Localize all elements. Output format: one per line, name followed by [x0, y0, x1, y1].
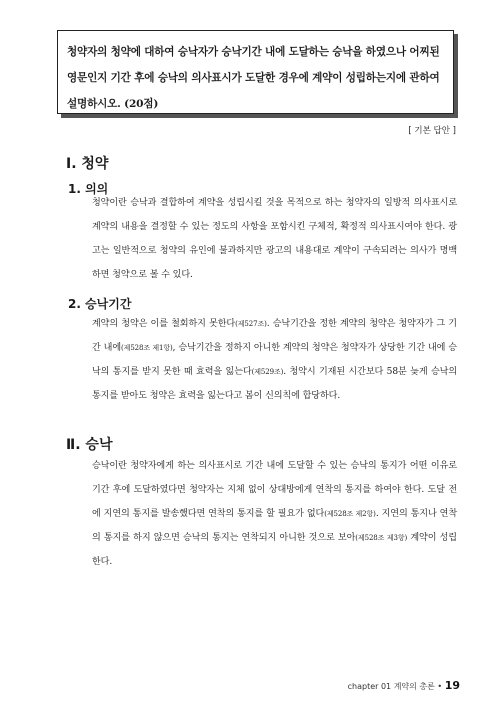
citation: (제528조 제2항): [324, 510, 376, 518]
subsection-1-1-heading: 1. 의의: [68, 182, 109, 196]
page-footer: [348, 679, 460, 692]
question-box: [57, 30, 454, 114]
section-1-heading: Ⅰ. 청약: [66, 156, 109, 172]
text-segment: 승낙이란 청약자에게 하는 의사표시로 기간 내에 도달할 수 있는 승낙의 통지가 어떤 이유로 기간 후에 도달하였다면 청약자는 지체 없이 상대방에게 연착의 통지를 하여야 한다. 도달 전에 지연의 통지를 발송했다면 연착의 통지를 할 필요가 없다: [92, 461, 457, 519]
subsection-1-1-paragraph: 청약이란 승낙과 결합하여 계약을 성립시킬 것을 목적으로 하는 청약자의 일방적 의사표시로 계약의 내용을 결정할 수 있는 정도의 사항을 포함시킨 구체적, 확정적 의사표시여야 한다. 광고는 일반적으로 청약의 유인에 불과하지만 광고의 내용대로 계약이 구속되려는 의사가 명백하면 청약으로 볼 수 있다.: [92, 198, 457, 280]
text-segment: . 지연의 통지나 연착의 통지를 하지 않으면 승낙의 통지는 연착되지 아니한 것으로 보아: [92, 509, 458, 543]
answer-tag: [ 기본 답안 ]: [408, 126, 456, 136]
citation: (제528조 제1항): [121, 344, 173, 352]
question-text: 청약자의 청약에 대하여 승낙자가 승낙기간 내에 도달하는 승낙을 하였으나 어찌된 영문인지 기간 후에 승낙의 의사표시가 도달한 경우에 계약이 성립하는지에 관하여 설명하시오. (20점): [67, 46, 440, 110]
text-segment: . 승낙기간을 정한 계약의 청약은 청약자가 그 기간 내에: [92, 319, 457, 353]
citation: (제529조): [251, 368, 284, 376]
citation: (제528조 제3항): [355, 534, 408, 542]
chapter-label: chapter 01 계약의 총론 •: [347, 682, 443, 691]
text-segment: 계약이 성립한다.: [92, 533, 457, 567]
text-segment: , 승낙기간을 정하지 아니한 계약의 청약은 청약자가 상당한 기간 내에 승낙의 통지를 받지 못한 때 효력을 잃는다: [92, 343, 457, 377]
section-2-heading: Ⅱ. 승낙: [66, 437, 113, 453]
subsection-1-2-heading: 2. 승낙기간: [68, 297, 132, 311]
text-segment: 계약의 청약은 이를 철회하지 못한다: [92, 319, 236, 329]
text-segment: . 청약시 기재된 시간보다 58분 늦게 승낙의 통지를 받아도 청약은 효력을 잃는다고 봄이 신의칙에 합당하다.: [92, 367, 457, 401]
page-number: 19: [444, 679, 460, 692]
subsection-1-2-paragraph: [92, 312, 457, 408]
section-2-paragraph: [92, 454, 457, 574]
citation: (제527조): [235, 320, 267, 328]
